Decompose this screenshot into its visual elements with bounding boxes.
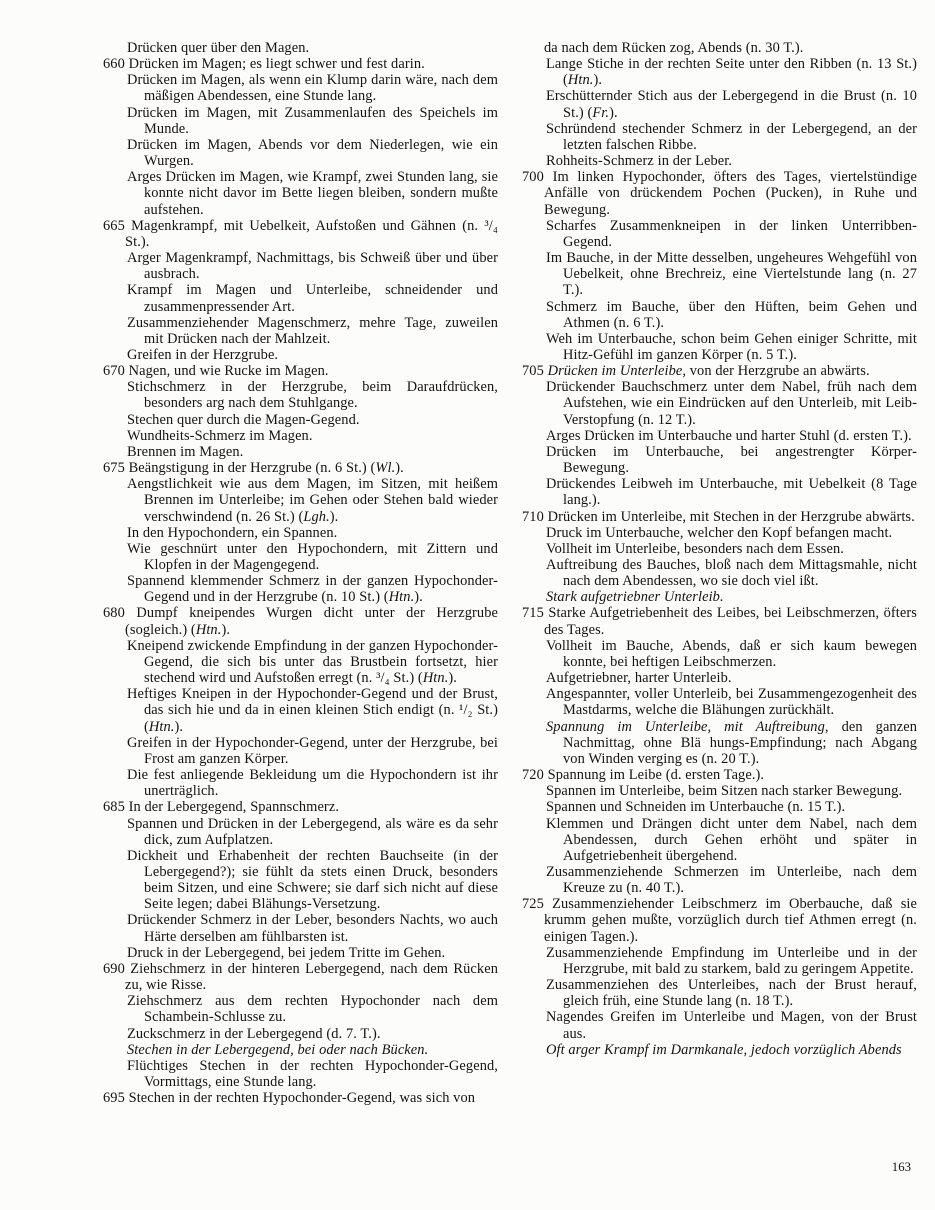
entry-text: Lange Stiche in der rechten Seite unter den Ribben (n. 13 St.) (: [546, 56, 917, 89]
entry-text: Druck im Unterbauche, welcher den Kopf befangen macht.: [546, 524, 893, 541]
entry-text: Krampf im Magen und Unterleibe, schneidender und zusammenpressender Art.: [127, 282, 498, 315]
symptom-entry: [522, 153, 917, 169]
entry-number: 685: [103, 799, 129, 816]
symptom-entry: [522, 525, 917, 541]
symptom-entry: [522, 557, 917, 589]
entry-text: Wie geschnürt unter den Hypochondern, mit Zittern und Klopfen in der Magengegend.: [127, 540, 498, 573]
entry-text: Greifen in der Herzgrube.: [127, 346, 279, 363]
entry-text: Nagen, und wie Rucke im Magen.: [128, 363, 329, 380]
entry-text: Drücken im Unterleibe,: [547, 363, 687, 380]
symptom-entry: [103, 412, 498, 428]
entry-text: ).: [609, 104, 618, 121]
entry-text: Zusammenziehen des Unterleibes, nach der Brust herauf, gleich früh, eine Stunde lang (n. 18 T.).: [546, 977, 917, 1010]
symptom-entry: [522, 799, 917, 815]
symptom-entry: [103, 282, 498, 314]
entry-text: Htn.: [195, 621, 222, 638]
entry-text: ).: [414, 589, 423, 606]
symptom-entry: [522, 250, 917, 298]
entry-text: Zusammenziehende Schmerzen im Unterleibe, nach dem Kreuze zu (n. 40 T.).: [546, 863, 917, 897]
symptom-entry: [522, 589, 917, 605]
entry-text: Stechen in der Lebergegend, bei oder nach Bücken.: [127, 1041, 429, 1058]
entry-text: Drücken im Magen, mit Zusammenlaufen des Speichels im Munde.: [127, 104, 498, 137]
entry-text: Drückendes Leibweh im Unterbauche, mit Uebelkeit (8 Tage lang.).: [546, 476, 917, 509]
entry-number: 665: [103, 217, 132, 234]
entry-text: Heftiges Kneipen in der Hypochonder-Gegend und der Brust, das sich hie und da in einen kleinen Stich endigt (n. ¹/₂ St.) (: [127, 686, 498, 735]
entry-text: Kneipend zwickende Empfindung in der ganzen Hypochonder-Gegend, die sich bis unter das Brustbein fortsetzt, hier stechend wird und Aufstoßen erregt (n. ³/₄ St.) (: [127, 637, 498, 687]
entry-text: ).: [174, 718, 184, 735]
entry-text: Scharfes Zusammenkneipen in der linken Unterribben-Gegend.: [546, 217, 917, 250]
entry-text: Greifen in der Hypochonder-Gegend, unter der Herzgrube, bei Frost am ganzen Körper.: [127, 734, 498, 767]
symptom-entry: [103, 605, 498, 637]
symptom-entry: [103, 767, 498, 799]
symptom-entry: [522, 363, 917, 379]
entry-text: Dickheit und Erhabenheit der rechten Bauchseite (in der Lebergegend?); sie fühlt da stets einen Druck, besonders beim Sitzen, und eine Schwere; sie darf sich nicht auf diese Seite legen; dabei Blähungs-Versetzung.: [127, 847, 498, 913]
symptom-entry: [522, 331, 917, 363]
entry-text: Vollheit im Unterleibe, besonders nach dem Essen.: [546, 540, 844, 557]
entry-text: Starke Aufgetriebenheit des Leibes, bei Leibschmerzen, öfters des Tages.: [544, 605, 917, 638]
entry-text: Auftreibung des Bauches, bloß nach dem Mittagsmahle, nicht nach dem Abendessen, wo sie doch viel ißt.: [546, 557, 917, 590]
entry-text: Zusammenziehender Leibschmerz im Oberbauche, daß sie krumm gehen mußte, vorzüglich durch tief Athmen erregt (n. einigen Tagen.).: [544, 896, 917, 945]
entry-text: ).: [395, 460, 404, 477]
symptom-entry: [103, 638, 498, 686]
symptom-entry: [522, 379, 917, 427]
right-column: [522, 40, 917, 1106]
entry-text: Drücken im Magen, Abends vor dem Niederlegen, wie ein Wurgen.: [127, 136, 498, 170]
symptom-entry: [103, 363, 498, 379]
entry-text: von der Herzgrube an abwärts.: [686, 363, 870, 380]
entry-number: 680: [103, 605, 137, 622]
symptom-entry: [103, 686, 498, 734]
symptom-entry: [522, 638, 917, 670]
entry-text: Htn.: [422, 670, 449, 687]
entry-text: In den Hypochondern, ein Spannen.: [127, 524, 338, 541]
entry-text: Stark aufgetriebner Unterleib.: [546, 589, 724, 606]
entry-number: 670: [103, 363, 129, 380]
symptom-entry: [103, 444, 498, 460]
entry-text: Zusammenziehende Empfindung im Unterleibe und in der Herzgrube, mit bald zu starkem, bald zu geringem Appetite.: [546, 944, 917, 977]
entry-text: Spannung im Leibe (d. ersten Tage.).: [547, 767, 765, 784]
symptom-entry: [522, 169, 917, 217]
symptom-entry: [103, 137, 498, 169]
entry-text: Ziehschmerz in der hinteren Lebergegend, nach dem Rücken zu, wie Risse.: [125, 960, 498, 994]
entry-text: Drücken quer über den Magen.: [127, 40, 310, 56]
entry-text: Klemmen und Drängen dicht unter dem Nabel, nach dem Abendessen, durch Gehen erhöht und später in Aufgetriebenheit übergehend.: [546, 815, 917, 864]
symptom-entry: [522, 509, 917, 525]
entry-number: 690: [103, 960, 131, 977]
symptom-entry: [103, 460, 498, 476]
entry-text: Erschütternder Stich aus der Lebergegend in die Brust (n. 10 St.) (: [546, 88, 917, 121]
symptom-entry: [522, 783, 917, 799]
entry-text: Rohheits-Schmerz in der Leber.: [546, 153, 733, 170]
left-column: [103, 40, 498, 1106]
entry-text: Stechen in der rechten Hypochonder-Gegend, was sich von: [128, 1090, 476, 1107]
entry-text: Schmerz im Bauche, über den Hüften, beim Gehen und Athmen (n. 6 T.).: [546, 298, 917, 331]
entry-text: Beängstigung in der Herzgrube (n. 6 St.) (: [128, 460, 376, 477]
symptom-entry: [522, 977, 917, 1009]
entry-text: Htn.: [567, 72, 594, 89]
entry-number: 720: [522, 767, 548, 784]
entry-text: Spannung im Unterleibe, mit Auftreibung,: [546, 718, 829, 735]
symptom-entry: [103, 1058, 498, 1090]
entry-text: ).: [329, 508, 339, 525]
symptom-entry: [522, 40, 917, 56]
entry-text: Arger Magenkrampf, Nachmittags, bis Schweiß über und über ausbrach.: [127, 250, 498, 283]
symptom-entry: [522, 56, 917, 88]
symptom-entry: [103, 40, 498, 56]
entry-text: Htn.: [388, 589, 415, 606]
symptom-entry: [103, 735, 498, 767]
entry-text: Wundheits-Schmerz im Magen.: [127, 427, 313, 444]
symptom-entry: [522, 670, 917, 686]
entry-text: Spannen und Schneiden im Unterbauche (n. 15 T.).: [546, 799, 846, 816]
symptom-entry: [103, 525, 498, 541]
entry-text: Oft arger Krampf im Darmkanale, jedoch vorzüglich Abends: [546, 1041, 902, 1058]
entry-text: Aufgetriebner, harter Unterleib.: [546, 670, 732, 687]
entry-text: In der Lebergegend, Spannschmerz.: [128, 799, 340, 816]
entry-text: Dumpf kneipendes Wurgen dicht unter der Herzgrube (sogleich.) (: [125, 605, 498, 638]
entry-number: 675: [103, 460, 129, 477]
entry-text: Flüchtiges Stechen in der rechten Hypochonder-Gegend, Vormittags, eine Stunde lang.: [127, 1057, 498, 1090]
entry-number: 660: [103, 56, 129, 73]
symptom-entry: [103, 816, 498, 848]
symptom-entry: [522, 121, 917, 153]
symptom-entry: [522, 476, 917, 508]
entry-text: Nagendes Greifen im Unterleibe und Magen, von der Brust aus.: [546, 1009, 917, 1042]
entry-text: Drücken im Magen; es liegt schwer und fest darin.: [128, 56, 425, 73]
entry-text: Spannen im Unterleibe, beim Sitzen nach starker Bewegung.: [546, 783, 903, 800]
entry-number: 725: [522, 896, 553, 913]
entry-number: 710: [522, 508, 548, 525]
entry-text: Brennen im Magen.: [127, 443, 244, 460]
symptom-entry: [522, 719, 917, 767]
entry-text: Die fest anliegende Bekleidung um die Hypochondern ist ihr unerträglich.: [127, 767, 498, 800]
symptom-entry: [522, 428, 917, 444]
symptom-entry: [103, 945, 498, 961]
entry-text: Spannen und Drücken in der Lebergegend, als wäre es da sehr dick, zum Aufplatzen.: [127, 815, 498, 848]
symptom-entry: [522, 218, 917, 250]
symptom-entry: [103, 169, 498, 217]
symptom-entry: [522, 605, 917, 637]
entry-text: Drücken im Unterleibe, mit Stechen in der Herzgrube abwärts.: [547, 508, 915, 525]
symptom-entry: [522, 816, 917, 864]
entry-text: Zusammenziehender Magenschmerz, mehre Tage, zuweilen mit Drücken nach der Mahlzeit.: [127, 314, 498, 347]
entry-number: 695: [103, 1090, 129, 1107]
symptom-entry: [103, 1042, 498, 1058]
entry-text: Drückender Schmerz in der Leber, besonders Nachts, wo auch Härte derselben am fühlbarsten ist.: [127, 912, 498, 945]
symptom-entry: [103, 912, 498, 944]
entry-text: Schründend stechender Schmerz in der Lebergegend, an der letzten falschen Ribbe.: [546, 120, 917, 153]
symptom-entry: [103, 250, 498, 282]
entry-text: ).: [221, 621, 231, 638]
symptom-entry: [103, 347, 498, 363]
symptom-entry: [103, 799, 498, 815]
symptom-entry: [103, 56, 498, 72]
symptom-entry: [103, 476, 498, 524]
entry-text: ).: [593, 72, 603, 89]
entry-text: Drücken im Magen, als wenn ein Klump darin wäre, nach dem mäßigen Abendessen, eine Stunde lang.: [127, 72, 498, 105]
text-columns: [103, 40, 917, 1106]
symptom-entry: [103, 848, 498, 913]
entry-text: Fr.: [592, 104, 610, 121]
entry-text: Vollheit im Bauche, Abends, daß er sich kaum bewegen konnte, bei heftigen Leibschmerzen.: [546, 637, 917, 670]
symptom-entry: [522, 1042, 917, 1058]
symptom-entry: [522, 1009, 917, 1041]
entry-text: Druck in der Lebergegend, bei jedem Tritte im Gehen.: [127, 944, 446, 961]
symptom-entry: [103, 72, 498, 104]
symptom-entry: [522, 88, 917, 120]
entry-text: Stichschmerz in der Herzgrube, beim Daraufdrücken, besonders arg nach dem Stuhlgange.: [127, 379, 498, 412]
symptom-entry: [522, 945, 917, 977]
symptom-entry: [522, 686, 917, 718]
entry-text: Weh im Unterbauche, schon beim Gehen einiger Schritte, mit Hitz-Gefühl im ganzen Körper (n. 5 T.).: [546, 330, 917, 363]
entry-text: ).: [448, 670, 457, 687]
entry-text: Im linken Hypochonder, öfters des Tages, viertelstündige Anfälle von drückendem Pochen (Pucken), in Ruhe und Bewegung.: [544, 169, 917, 218]
entry-text: Drückender Bauchschmerz unter dem Nabel, früh nach dem Aufstehen, wie ein Eindrücken auf den Unterleib, mit Leib-Verstopfung (n. 12 T.).: [546, 379, 917, 428]
symptom-entry: [522, 444, 917, 476]
entry-text: Drücken im Unterbauche, bei angestrengter Körper-Bewegung.: [546, 443, 917, 477]
entry-text: Zuckschmerz in der Lebergegend (d. 7. T.).: [127, 1025, 381, 1042]
entry-text: Arges Drücken im Unterbauche und harter Stuhl (d. ersten T.).: [546, 427, 912, 444]
entry-text: Angespannter, voller Unterleib, bei Zusammengezogenheit des Mastdarms, welche die Blähungen zurückhält.: [546, 686, 917, 719]
symptom-entry: [103, 218, 498, 250]
symptom-entry: [103, 1090, 498, 1106]
symptom-entry: [103, 1026, 498, 1042]
entry-text: Magenkrampf, mit Uebelkeit, Aufstoßen und Gähnen (n. ³/₄ St.).: [125, 217, 498, 250]
entry-text: Lgh.: [303, 508, 330, 525]
entry-text: Aengstlichkeit wie aus dem Magen, im Sitzen, mit heißem Brennen im Unterleibe; im Gehen oder Stehen bald wieder verschwindend (n. 26 St.) (: [127, 476, 498, 525]
entry-text: Im Bauche, in der Mitte desselben, ungeheures Wehgefühl von Uebelkeit, ohne Brechreiz, eine Viertelstunde lang (n. 27 T.).: [546, 250, 917, 299]
symptom-entry: [103, 105, 498, 137]
symptom-entry: [103, 573, 498, 605]
symptom-entry: [103, 315, 498, 347]
entry-text: den ganzen Nachmittag, ohne Blä hungs-Empfindung; nach Abgang von Winden verging es (n. 20 T.).: [563, 718, 917, 767]
symptom-entry: [103, 541, 498, 573]
entry-text: Stechen quer durch die Magen-Gegend.: [127, 411, 360, 428]
page-number: 163: [891, 1160, 911, 1174]
symptom-entry: [522, 864, 917, 896]
entry-text: Spannend klemmender Schmerz in der ganzen Hypochonder-Gegend und in der Herzgrube (n. 10 St.) (: [127, 573, 498, 606]
entry-number: 715: [522, 605, 549, 622]
entry-number: 700: [522, 169, 553, 186]
entry-text: Arges Drücken im Magen, wie Krampf, zwei Stunden lang, sie konnte nicht davor im Bette liegen bleiben, sondern mußte aufstehen.: [127, 169, 498, 218]
entry-text: Ziehschmerz aus dem rechten Hypochonder nach dem Schambein-Schlusse zu.: [127, 993, 498, 1026]
entry-text: da nach dem Rücken zog, Abends (n. 30 T.).: [544, 40, 804, 56]
symptom-entry: [522, 767, 917, 783]
symptom-entry: [522, 896, 917, 944]
symptom-entry: [522, 299, 917, 331]
symptom-entry: [103, 428, 498, 444]
entry-number: 705: [522, 363, 548, 380]
symptom-entry: [103, 379, 498, 411]
symptom-entry: [103, 961, 498, 993]
entry-text: Htn.: [148, 718, 175, 735]
entry-text: Wl.: [375, 460, 396, 477]
symptom-entry: [522, 541, 917, 557]
symptom-entry: [103, 993, 498, 1025]
